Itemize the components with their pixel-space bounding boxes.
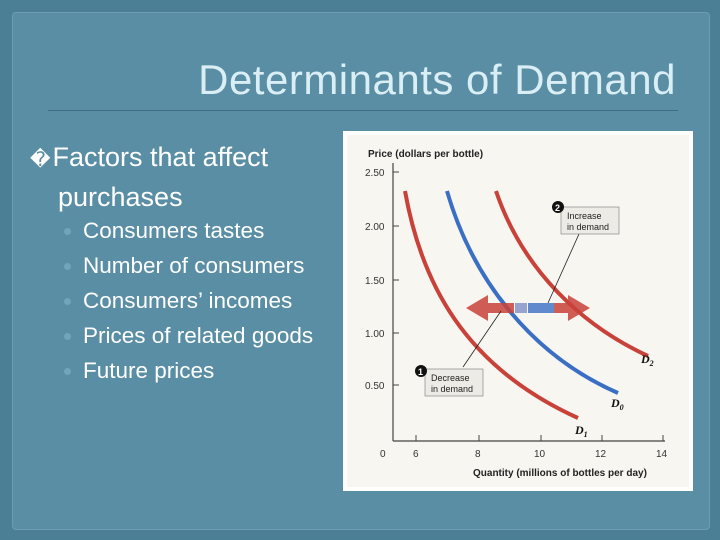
svg-text:Increase: Increase [567,211,602,221]
x-tick-label: 10 [534,449,546,460]
bullet-dot-icon [64,368,71,375]
x-tick-label: 0 [380,449,386,460]
y-tick-label: 2.50 [365,168,385,179]
bullet-dot-icon [64,333,71,340]
list-item: Prices of related goods [64,321,354,351]
x-axis-label: Quantity (millions of bottles per day) [473,468,647,479]
title-divider [48,110,678,111]
list-item: Consumers’ incomes [64,286,354,316]
svg-text:1: 1 [418,367,424,377]
box-bullet-icon: � [30,147,51,171]
svg-text:in demand: in demand [567,222,610,232]
main-bullet [30,138,350,216]
curve-label-d2: $D_2$ [641,352,654,368]
bullet-dot-icon [64,298,71,305]
x-tick-label: 6 [413,449,419,460]
y-tick-label: 1.50 [365,276,385,287]
right-arrow-shaft [528,303,554,313]
svg-text:2: 2 [555,203,561,213]
y-tick-label: 0.50 [365,381,385,392]
x-tick-label: 12 [595,449,607,460]
main-bullet-line1: Factors that affect [52,142,269,172]
y-tick-label: 1.00 [365,329,385,340]
demand-curve-figure [343,131,693,491]
x-tick-label: 14 [656,449,668,460]
arrow-blend [515,303,527,313]
svg-text:in demand: in demand [431,384,474,394]
sub-bullet-list [64,216,354,391]
y-axis-label: Price (dollars per bottle) [368,149,484,160]
list-item: Consumers tastes [64,216,354,246]
curve-label-d0: $D_0$ [611,396,624,412]
main-bullet-line2: purchases [58,182,183,212]
x-tick-label: 8 [475,449,481,460]
list-item: Future prices [64,356,354,386]
slide-title: Determinants of Demand [198,56,676,103]
svg-text:Decrease: Decrease [431,373,470,383]
demand-graph [343,131,693,491]
bullet-dot-icon [64,228,71,235]
bullet-dot-icon [64,263,71,270]
curve-label-d1: $D_1$ [575,423,588,439]
y-tick-label: 2.00 [365,222,385,233]
list-item: Number of consumers [64,251,354,281]
